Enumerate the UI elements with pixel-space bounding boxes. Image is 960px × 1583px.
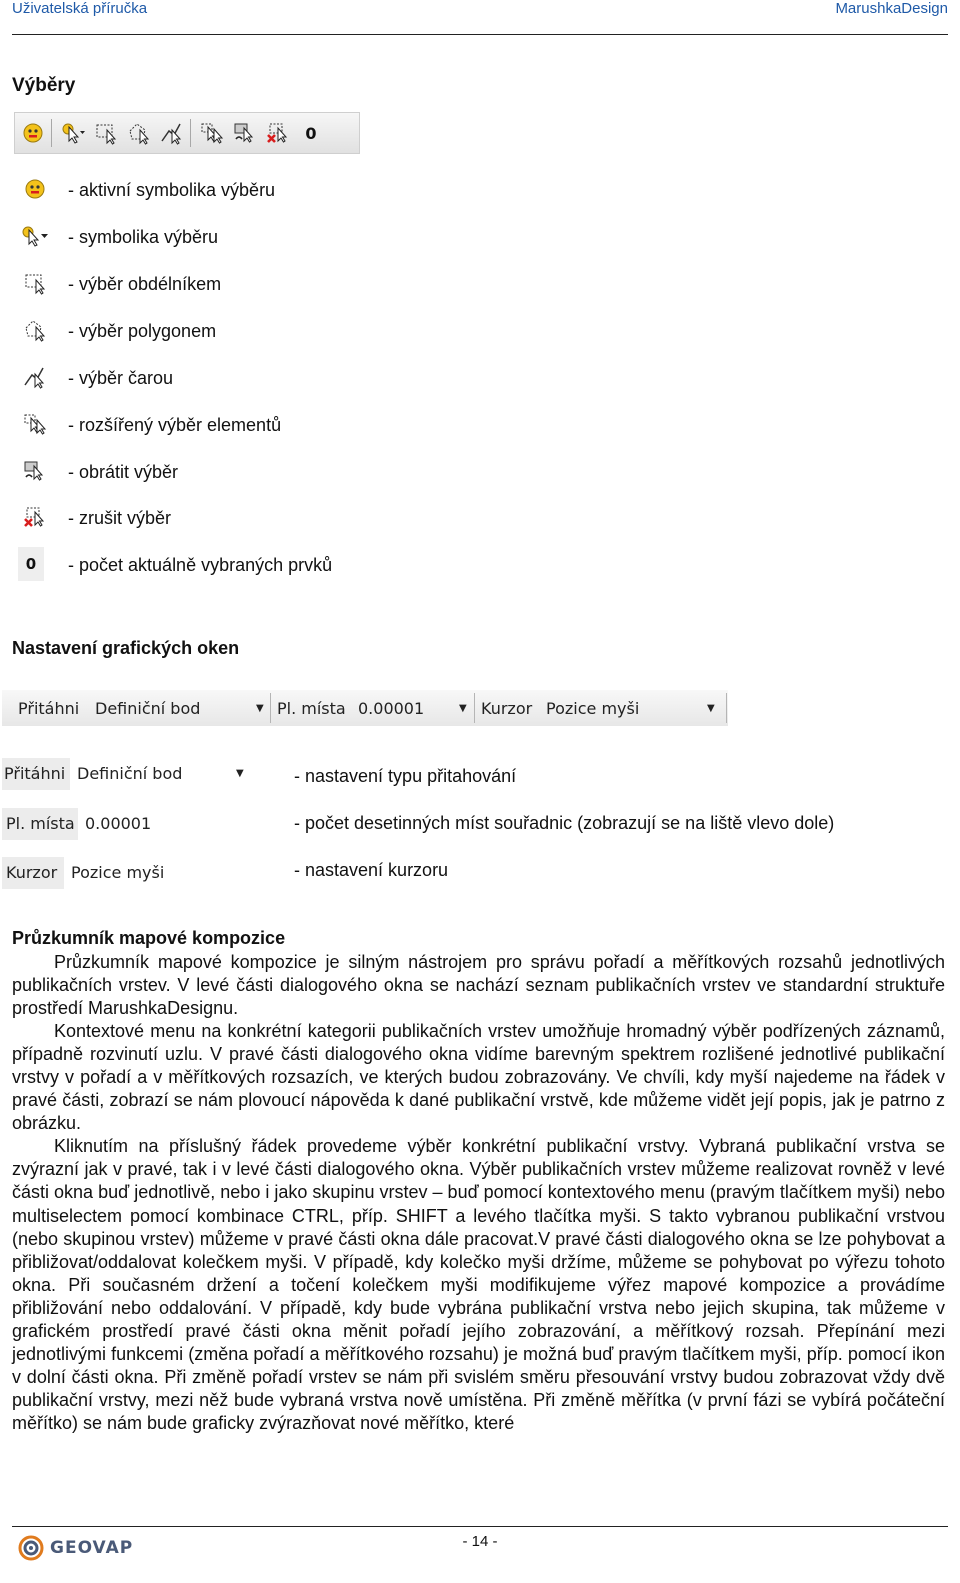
selected-count-value: 0	[25, 555, 37, 573]
decimals-dropdown[interactable]: 0.00001	[358, 699, 425, 718]
chevron-down-icon[interactable]: ▼	[459, 703, 467, 714]
invert-select-icon	[18, 454, 52, 488]
rectangle-select-icon	[18, 266, 52, 300]
header-document-title: Uživatelská příručka	[12, 0, 148, 17]
legend-label: - výběr čarou	[68, 368, 174, 388]
snap-dropdown[interactable]: Definiční bod	[77, 764, 183, 783]
chevron-down-icon[interactable]: ▼	[256, 703, 264, 714]
decimals-label: Pl. místa	[277, 699, 346, 718]
decimals-dropdown[interactable]: 0.00001	[85, 814, 152, 833]
invert-select-icon[interactable]	[230, 118, 260, 148]
toolbar-separator	[51, 119, 52, 147]
toolbar-separator	[190, 119, 191, 147]
line-select-icon	[18, 360, 52, 394]
legend-label: - zrušit výběr	[68, 508, 172, 528]
snap-label: Přitáhni	[18, 699, 80, 718]
section-title-map-composition-explorer: Průzkumník mapové kompozice	[12, 928, 286, 948]
legend-label: - výběr obdélníkem	[68, 274, 222, 294]
selection-toolbar	[14, 112, 360, 154]
company-logo	[18, 1535, 133, 1561]
graphic-window-toolbar	[2, 690, 728, 726]
snap-control	[2, 758, 252, 790]
legend-label: - výběr polygonem	[68, 321, 217, 341]
geovap-logo-icon	[18, 1535, 44, 1561]
toolbar-separator	[270, 693, 271, 723]
selected-count-icon	[296, 118, 326, 148]
section-body	[12, 951, 945, 1435]
cursor-dropdown[interactable]: Pozice myši	[71, 863, 165, 882]
rectangle-select-icon[interactable]	[91, 118, 121, 148]
selected-count-icon	[18, 547, 44, 581]
polygon-select-icon[interactable]	[124, 118, 154, 148]
toolbar-separator	[726, 693, 727, 723]
cursor-description: - nastavení kurzoru	[294, 860, 449, 880]
cursor-label: Kurzor	[481, 699, 533, 718]
page-header	[12, 0, 948, 35]
logo-text: GEOVAP	[50, 1538, 134, 1558]
legend-label: - aktivní symbolika výběru	[68, 180, 276, 200]
legend-label: - rozšířený výběr elementů	[68, 415, 282, 435]
snap-description: - nastavení typu přitahování	[294, 766, 517, 786]
section-title-graphic-windows: Nastavení grafických oken	[12, 638, 240, 658]
active-symbology-icon	[18, 172, 52, 206]
section-title-selections: Výběry	[12, 75, 76, 96]
selection-symbology-icon	[18, 219, 52, 253]
chevron-down-icon[interactable]: ▼	[236, 768, 244, 779]
extended-select-icon[interactable]	[197, 118, 227, 148]
page-number: - 14 -	[462, 1533, 498, 1550]
paragraph: Kliknutím na příslušný řádek provedeme výběr konkrétní publikační vrstvy. Vybraná publikační vrstva se zvýrazní jak v pravé, tak i v levé části dialogového okna. Výběr publikačních vrstev můžeme realizovat rovněž v levé části okna buď jednotlivě, nebo i jako skupinu vrstev – buď pomocí kontextového menu (pravým tlačítkem myši) nebo multiselectem pomocí kombinace CTRL, příp. SHIFT a levého tlačítka myši. S takto vybranou publikační vrstvou (nebo skupinou vrstev) můžeme v pravé části okna dále pracovat.V pravé části dialogového okna se lze pohybovat a přibližovat/oddalovat kolečkem myši. V případě, kdy kolečko myši držíme, můžeme se pohybovat po výřezu tohoto okna. Při současném držení a točení kolečkem myši modifikujeme výřez mapové kompozice a provádíme přibližování nebo oddalování. V případě, kdy bude vybrána publikační vrstva nebo jejich skupina, tak můžeme v grafickém prostředí pravé části okna měnit pořadí jejího zobrazování, a měřítkový rozsah. Přepínání mezi jednotlivými funkcemi (změna pořadí a měřítkového rozsahu) je možná buď pravým tlačítkem myši, příp. pomocí ikon v dolní části okna. Při změně pořadí vrstev se nám při svislém směru přesouvání vrstvy budou zobrazovat vždy dvě publikační vrstvy, mezi něž bude vybraná vrstva nově umístěna. Při změně měřítka (v první fázi se vybírá počáteční měřítko) se nám bude graficky zvýrazňovat nové měřítko, které	[12, 1136, 945, 1433]
toolbar-separator	[474, 693, 475, 723]
page-footer	[12, 1526, 948, 1577]
snap-label: Přitáhni	[4, 764, 66, 783]
decimals-label: Pl. místa	[6, 814, 75, 833]
cursor-dropdown[interactable]: Pozice myši	[546, 699, 640, 718]
legend-label: - počet aktuálně vybraných prvků	[68, 555, 333, 575]
paragraph: Průzkumník mapové kompozice je silným nástrojem pro správu pořadí a měřítkových rozsahů jednotlivých publikačních vrstev. V levé části dialogového okna se nachází seznam publikačních vrstev ve standardní struktuře prostředí MarushkaDesignu.	[12, 952, 945, 1019]
active-symbology-icon[interactable]	[18, 118, 48, 148]
decimals-control	[2, 808, 152, 840]
header-product-name: MarushkaDesign	[835, 0, 948, 17]
legend-label: - symbolika výběru	[68, 227, 219, 247]
chevron-down-icon[interactable]: ▼	[707, 703, 715, 714]
clear-select-icon	[18, 500, 52, 534]
cursor-label: Kurzor	[6, 863, 58, 882]
line-select-icon[interactable]	[157, 118, 187, 148]
selected-count-value: 0	[305, 123, 317, 143]
cursor-control	[2, 857, 172, 889]
extended-select-icon	[18, 407, 52, 441]
decimals-description: - počet desetinných míst souřadnic (zobrazují se na liště vlevo dole)	[294, 813, 835, 833]
legend-label: - obrátit výběr	[68, 462, 179, 482]
polygon-select-icon	[18, 313, 52, 347]
selection-symbology-icon[interactable]	[58, 118, 88, 148]
clear-select-icon[interactable]	[263, 118, 293, 148]
paragraph: Kontextové menu na konkrétní kategorii publikačních vrstev umožňuje hromadný výběr podřízených záznamů, případně rozvinutí uzlu. V pravé části dialogového okna vidíme barevným spektrem rozlišené jednotlivé publikační vrstvy v pořadí a v měřítkových rozsazích, ve kterých budou zobrazovány. Ve chvíli, kdy myší najedeme na řádek v pravé části, zobrazí se nám plovoucí nápověda k dané publikační vrstvě, kde můžeme vidět její popis, jak je patrno z obrázku.	[12, 1021, 945, 1134]
snap-dropdown[interactable]: Definiční bod	[95, 699, 201, 718]
